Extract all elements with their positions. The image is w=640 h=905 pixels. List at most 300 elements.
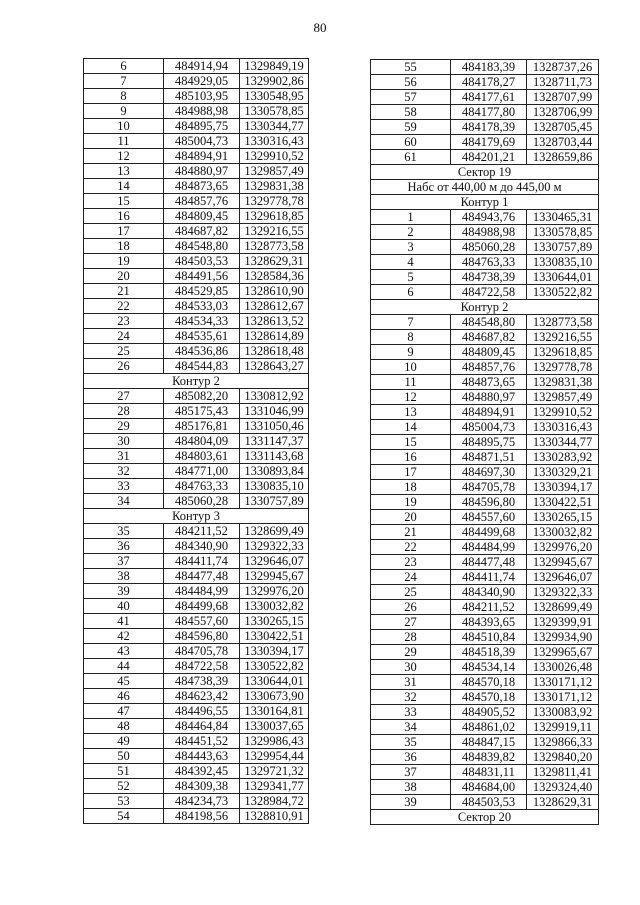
- table-row: [84, 59, 309, 74]
- point-number-cell: 31: [84, 449, 164, 464]
- point-number-cell: 47: [84, 704, 164, 719]
- point-number-cell: 61: [371, 150, 451, 165]
- x-coordinate-cell: 484687,82: [451, 330, 527, 345]
- point-number-cell: 8: [371, 330, 451, 345]
- y-coordinate-cell: 1331143,68: [240, 449, 309, 464]
- point-number-cell: 26: [371, 600, 451, 615]
- table-row: [84, 134, 309, 149]
- point-number-cell: 16: [84, 209, 164, 224]
- x-coordinate-cell: 484491,56: [164, 269, 240, 284]
- table-row: [84, 524, 309, 539]
- point-number-cell: 15: [84, 194, 164, 209]
- table-row: [84, 674, 309, 689]
- table-row: [371, 750, 599, 765]
- contour-header: Контур 2: [371, 300, 599, 315]
- y-coordinate-cell: 1330835,10: [527, 255, 599, 270]
- table-row: [371, 630, 599, 645]
- point-number-cell: 52: [84, 779, 164, 794]
- y-coordinate-cell: 1330757,89: [527, 240, 599, 255]
- table-row: [84, 719, 309, 734]
- y-coordinate-cell: 1328699,49: [240, 524, 309, 539]
- x-coordinate-cell: 485004,73: [164, 134, 240, 149]
- table-row: [84, 554, 309, 569]
- table-row: [84, 749, 309, 764]
- y-coordinate-cell: 1330422,51: [527, 495, 599, 510]
- y-coordinate-cell: 1329216,55: [240, 224, 309, 239]
- x-coordinate-cell: 485176,81: [164, 419, 240, 434]
- x-coordinate-cell: 485103,95: [164, 89, 240, 104]
- point-number-cell: 44: [84, 659, 164, 674]
- point-number-cell: 2: [371, 225, 451, 240]
- x-coordinate-cell: 484809,45: [451, 345, 527, 360]
- table-row: [371, 375, 599, 390]
- table-row: [371, 285, 599, 300]
- point-number-cell: 19: [371, 495, 451, 510]
- x-coordinate-cell: 484763,33: [451, 255, 527, 270]
- x-coordinate-cell: 484839,82: [451, 750, 527, 765]
- x-coordinate-cell: 484873,65: [451, 375, 527, 390]
- point-number-cell: 29: [84, 419, 164, 434]
- y-coordinate-cell: 1330344,77: [240, 119, 309, 134]
- table-row: [84, 614, 309, 629]
- y-coordinate-cell: 1329840,20: [527, 750, 599, 765]
- table-row: [84, 329, 309, 344]
- point-number-cell: 6: [371, 285, 451, 300]
- y-coordinate-cell: 1328613,52: [240, 314, 309, 329]
- x-coordinate-cell: 484857,76: [451, 360, 527, 375]
- x-coordinate-cell: 484496,55: [164, 704, 240, 719]
- y-coordinate-cell: 1329976,20: [240, 584, 309, 599]
- y-coordinate-cell: 1330316,43: [240, 134, 309, 149]
- x-coordinate-cell: 484722,58: [451, 285, 527, 300]
- table-row: [84, 254, 309, 269]
- table-row: [371, 585, 599, 600]
- x-coordinate-cell: 485060,28: [451, 240, 527, 255]
- x-coordinate-cell: 484477,48: [164, 569, 240, 584]
- point-number-cell: 53: [84, 794, 164, 809]
- table-row: [371, 720, 599, 735]
- table-row: [371, 765, 599, 780]
- point-number-cell: 10: [371, 360, 451, 375]
- x-coordinate-cell: 484929,05: [164, 74, 240, 89]
- x-coordinate-cell: 484548,80: [451, 315, 527, 330]
- y-coordinate-cell: 1328584,36: [240, 269, 309, 284]
- table-row: [84, 389, 309, 404]
- x-coordinate-cell: 484340,90: [164, 539, 240, 554]
- table-row: [371, 330, 599, 345]
- x-coordinate-cell: 484211,52: [451, 600, 527, 615]
- point-number-cell: 37: [84, 554, 164, 569]
- table-row: [84, 299, 309, 314]
- point-number-cell: 36: [371, 750, 451, 765]
- y-coordinate-cell: 1330171,12: [527, 675, 599, 690]
- x-coordinate-cell: 484548,80: [164, 239, 240, 254]
- point-number-cell: 28: [371, 630, 451, 645]
- point-number-cell: 40: [84, 599, 164, 614]
- table-row: [84, 209, 309, 224]
- point-number-cell: 4: [371, 255, 451, 270]
- y-coordinate-cell: 1329721,32: [240, 764, 309, 779]
- x-coordinate-cell: 484557,60: [451, 510, 527, 525]
- table-row: [84, 269, 309, 284]
- x-coordinate-cell: 484533,03: [164, 299, 240, 314]
- table-row: [371, 645, 599, 660]
- table-row: [371, 270, 599, 285]
- y-coordinate-cell: 1331046,99: [240, 404, 309, 419]
- point-number-cell: 14: [371, 420, 451, 435]
- sector-label: Сектор 20: [371, 810, 599, 825]
- point-number-cell: 7: [371, 315, 451, 330]
- x-coordinate-cell: 484503,53: [451, 795, 527, 810]
- y-coordinate-cell: 1329965,67: [527, 645, 599, 660]
- x-coordinate-cell: 484464,84: [164, 719, 240, 734]
- y-coordinate-cell: 1328711,73: [527, 75, 599, 90]
- table-row: [84, 344, 309, 359]
- y-coordinate-cell: 1330316,43: [527, 420, 599, 435]
- x-coordinate-cell: 484443,63: [164, 749, 240, 764]
- x-coordinate-cell: 484570,18: [451, 690, 527, 705]
- x-coordinate-cell: 484943,76: [451, 210, 527, 225]
- point-number-cell: 13: [371, 405, 451, 420]
- table-row: [371, 420, 599, 435]
- point-number-cell: 17: [84, 224, 164, 239]
- table-row: [371, 660, 599, 675]
- table-row: [371, 600, 599, 615]
- page-number: 80: [313, 20, 327, 35]
- point-number-cell: 57: [371, 90, 451, 105]
- x-coordinate-cell: 484484,99: [451, 540, 527, 555]
- sector-label-row: [371, 180, 599, 195]
- table-row: [371, 465, 599, 480]
- table-row: [371, 780, 599, 795]
- point-number-cell: 11: [84, 134, 164, 149]
- y-coordinate-cell: 1329945,67: [527, 555, 599, 570]
- table-row: [371, 105, 599, 120]
- x-coordinate-cell: 484697,30: [451, 465, 527, 480]
- contour-header-row: [371, 300, 599, 315]
- point-number-cell: 5: [371, 270, 451, 285]
- x-coordinate-cell: 484201,21: [451, 150, 527, 165]
- point-number-cell: 18: [371, 480, 451, 495]
- table-row: [371, 510, 599, 525]
- x-coordinate-cell: 484880,97: [164, 164, 240, 179]
- point-number-cell: 31: [371, 675, 451, 690]
- x-coordinate-cell: 484596,80: [451, 495, 527, 510]
- table-row: [84, 179, 309, 194]
- x-coordinate-cell: 484234,73: [164, 794, 240, 809]
- point-number-cell: 24: [84, 329, 164, 344]
- table-row: [371, 210, 599, 225]
- x-coordinate-cell: 484831,11: [451, 765, 527, 780]
- contour-header-row: [371, 195, 599, 210]
- point-number-cell: 12: [84, 149, 164, 164]
- y-coordinate-cell: 1328610,90: [240, 284, 309, 299]
- x-coordinate-cell: 484988,98: [451, 225, 527, 240]
- y-coordinate-cell: 1330644,01: [527, 270, 599, 285]
- point-number-cell: 33: [371, 705, 451, 720]
- y-coordinate-cell: 1328810,91: [240, 809, 309, 824]
- table-row: [371, 480, 599, 495]
- table-row: [84, 89, 309, 104]
- y-coordinate-cell: 1330037,65: [240, 719, 309, 734]
- x-coordinate-cell: 484178,27: [451, 75, 527, 90]
- point-number-cell: 60: [371, 135, 451, 150]
- table-row: [84, 224, 309, 239]
- table-row: [371, 435, 599, 450]
- point-number-cell: 1: [371, 210, 451, 225]
- x-coordinate-cell: 484536,86: [164, 344, 240, 359]
- table-row: [84, 689, 309, 704]
- point-number-cell: 27: [84, 389, 164, 404]
- point-number-cell: 46: [84, 689, 164, 704]
- point-number-cell: 21: [84, 284, 164, 299]
- point-number-cell: 51: [84, 764, 164, 779]
- point-number-cell: 38: [84, 569, 164, 584]
- x-coordinate-cell: 484484,99: [164, 584, 240, 599]
- x-coordinate-cell: 484803,61: [164, 449, 240, 464]
- table-row: [371, 135, 599, 150]
- table-row: [371, 75, 599, 90]
- x-coordinate-cell: 484873,65: [164, 179, 240, 194]
- table-row: [84, 434, 309, 449]
- y-coordinate-cell: 1330026,48: [527, 660, 599, 675]
- sector-label-row: [371, 165, 599, 180]
- y-coordinate-cell: 1329811,41: [527, 765, 599, 780]
- x-coordinate-cell: 484763,33: [164, 479, 240, 494]
- table-row: [84, 149, 309, 164]
- table-row: [84, 449, 309, 464]
- point-number-cell: 12: [371, 390, 451, 405]
- point-number-cell: 25: [84, 344, 164, 359]
- y-coordinate-cell: 1330835,10: [240, 479, 309, 494]
- point-number-cell: 39: [371, 795, 451, 810]
- point-number-cell: 54: [84, 809, 164, 824]
- table-row: [371, 225, 599, 240]
- x-coordinate-cell: 484177,80: [451, 105, 527, 120]
- y-coordinate-cell: 1330673,90: [240, 689, 309, 704]
- y-coordinate-cell: 1329976,20: [527, 540, 599, 555]
- x-coordinate-cell: 484895,75: [164, 119, 240, 134]
- y-coordinate-cell: 1329910,52: [527, 405, 599, 420]
- y-coordinate-cell: 1329910,52: [240, 149, 309, 164]
- x-coordinate-cell: 484847,15: [451, 735, 527, 750]
- y-coordinate-cell: 1329322,33: [240, 539, 309, 554]
- x-coordinate-cell: 484895,75: [451, 435, 527, 450]
- sector-label: Набс от 440,00 м до 445,00 м: [371, 180, 599, 195]
- y-coordinate-cell: 1330812,92: [240, 389, 309, 404]
- x-coordinate-cell: 485082,20: [164, 389, 240, 404]
- point-number-cell: 20: [371, 510, 451, 525]
- point-number-cell: 59: [371, 120, 451, 135]
- table-row: [84, 164, 309, 179]
- y-coordinate-cell: 1328773,58: [240, 239, 309, 254]
- point-number-cell: 22: [84, 299, 164, 314]
- point-number-cell: 21: [371, 525, 451, 540]
- table-row: [84, 404, 309, 419]
- y-coordinate-cell: 1330329,21: [527, 465, 599, 480]
- y-coordinate-cell: 1329216,55: [527, 330, 599, 345]
- x-coordinate-cell: 484857,76: [164, 194, 240, 209]
- y-coordinate-cell: 1329341,77: [240, 779, 309, 794]
- point-number-cell: 13: [84, 164, 164, 179]
- table-row: [371, 540, 599, 555]
- table-row: [371, 690, 599, 705]
- point-number-cell: 41: [84, 614, 164, 629]
- x-coordinate-cell: 484738,39: [164, 674, 240, 689]
- table-row: [84, 764, 309, 779]
- point-number-cell: 58: [371, 105, 451, 120]
- x-coordinate-cell: 484534,14: [451, 660, 527, 675]
- point-number-cell: 8: [84, 89, 164, 104]
- table-row: [371, 360, 599, 375]
- x-coordinate-cell: 484871,51: [451, 450, 527, 465]
- x-coordinate-cell: 484557,60: [164, 614, 240, 629]
- y-coordinate-cell: 1329954,44: [240, 749, 309, 764]
- point-number-cell: 56: [371, 75, 451, 90]
- point-number-cell: 23: [371, 555, 451, 570]
- point-number-cell: 25: [371, 585, 451, 600]
- table-row: [84, 314, 309, 329]
- y-coordinate-cell: 1329324,40: [527, 780, 599, 795]
- y-coordinate-cell: 1330394,17: [240, 644, 309, 659]
- table-row: [84, 704, 309, 719]
- x-coordinate-cell: 484684,00: [451, 780, 527, 795]
- table-row: [371, 705, 599, 720]
- table-row: [84, 569, 309, 584]
- point-number-cell: 26: [84, 359, 164, 374]
- point-number-cell: 28: [84, 404, 164, 419]
- table-row: [371, 150, 599, 165]
- point-number-cell: 11: [371, 375, 451, 390]
- x-coordinate-cell: 484198,56: [164, 809, 240, 824]
- point-number-cell: 49: [84, 734, 164, 749]
- y-coordinate-cell: 1328629,31: [527, 795, 599, 810]
- contour-header-row: [84, 374, 309, 389]
- point-number-cell: 9: [371, 345, 451, 360]
- table-row: [84, 734, 309, 749]
- x-coordinate-cell: 484183,39: [451, 60, 527, 75]
- point-number-cell: 35: [84, 524, 164, 539]
- table-row: [371, 315, 599, 330]
- x-coordinate-cell: 485175,43: [164, 404, 240, 419]
- table-row: [84, 359, 309, 374]
- table-row: [84, 629, 309, 644]
- y-coordinate-cell: 1329857,49: [527, 390, 599, 405]
- table-row: [371, 570, 599, 585]
- x-coordinate-cell: 484411,74: [164, 554, 240, 569]
- y-coordinate-cell: 1329618,85: [527, 345, 599, 360]
- point-number-cell: 6: [84, 59, 164, 74]
- x-coordinate-cell: 484894,91: [164, 149, 240, 164]
- x-coordinate-cell: 484705,78: [451, 480, 527, 495]
- contour-header: Контур 1: [371, 195, 599, 210]
- y-coordinate-cell: 1330032,82: [240, 599, 309, 614]
- y-coordinate-cell: 1328707,99: [527, 90, 599, 105]
- table-row: [371, 90, 599, 105]
- y-coordinate-cell: 1330522,82: [240, 659, 309, 674]
- table-row: [84, 809, 309, 824]
- point-number-cell: 3: [371, 240, 451, 255]
- y-coordinate-cell: 1329866,33: [527, 735, 599, 750]
- table-row: [84, 539, 309, 554]
- x-coordinate-cell: 484738,39: [451, 270, 527, 285]
- y-coordinate-cell: 1328629,31: [240, 254, 309, 269]
- left-coordinates-table: [83, 58, 309, 824]
- x-coordinate-cell: 484211,52: [164, 524, 240, 539]
- table-row: [84, 239, 309, 254]
- x-coordinate-cell: 484988,98: [164, 104, 240, 119]
- table-row: [371, 345, 599, 360]
- table-row: [371, 615, 599, 630]
- y-coordinate-cell: 1330283,92: [527, 450, 599, 465]
- y-coordinate-cell: 1331050,46: [240, 419, 309, 434]
- table-row: [84, 644, 309, 659]
- y-coordinate-cell: 1330548,95: [240, 89, 309, 104]
- sector-label-row: [371, 810, 599, 825]
- table-row: [84, 194, 309, 209]
- x-coordinate-cell: 484392,45: [164, 764, 240, 779]
- table-row: [371, 795, 599, 810]
- x-coordinate-cell: 484880,97: [451, 390, 527, 405]
- x-coordinate-cell: 484544,83: [164, 359, 240, 374]
- y-coordinate-cell: 1329618,85: [240, 209, 309, 224]
- point-number-cell: 39: [84, 584, 164, 599]
- y-coordinate-cell: 1330422,51: [240, 629, 309, 644]
- point-number-cell: 35: [371, 735, 451, 750]
- x-coordinate-cell: 484534,33: [164, 314, 240, 329]
- x-coordinate-cell: 484529,85: [164, 284, 240, 299]
- table-row: [84, 74, 309, 89]
- x-coordinate-cell: 485004,73: [451, 420, 527, 435]
- table-row: [371, 60, 599, 75]
- x-coordinate-cell: 484687,82: [164, 224, 240, 239]
- table-row: [371, 405, 599, 420]
- x-coordinate-cell: 484179,69: [451, 135, 527, 150]
- table-row: [371, 240, 599, 255]
- table-row: [84, 419, 309, 434]
- x-coordinate-cell: 484535,61: [164, 329, 240, 344]
- y-coordinate-cell: 1330171,12: [527, 690, 599, 705]
- point-number-cell: 32: [371, 690, 451, 705]
- point-number-cell: 36: [84, 539, 164, 554]
- table-row: [84, 779, 309, 794]
- y-coordinate-cell: 1330265,15: [240, 614, 309, 629]
- point-number-cell: 34: [84, 494, 164, 509]
- x-coordinate-cell: 484499,68: [451, 525, 527, 540]
- table-row: [84, 794, 309, 809]
- y-coordinate-cell: 1329945,67: [240, 569, 309, 584]
- x-coordinate-cell: 484340,90: [451, 585, 527, 600]
- point-number-cell: 34: [371, 720, 451, 735]
- x-coordinate-cell: 484510,84: [451, 630, 527, 645]
- x-coordinate-cell: 484393,65: [451, 615, 527, 630]
- y-coordinate-cell: 1330344,77: [527, 435, 599, 450]
- x-coordinate-cell: 484722,58: [164, 659, 240, 674]
- y-coordinate-cell: 1328737,26: [527, 60, 599, 75]
- x-coordinate-cell: 484177,61: [451, 90, 527, 105]
- x-coordinate-cell: 484596,80: [164, 629, 240, 644]
- point-number-cell: 14: [84, 179, 164, 194]
- y-coordinate-cell: 1330578,85: [527, 225, 599, 240]
- y-coordinate-cell: 1328773,58: [527, 315, 599, 330]
- point-number-cell: 15: [371, 435, 451, 450]
- table-row: [84, 599, 309, 614]
- x-coordinate-cell: 484905,52: [451, 705, 527, 720]
- y-coordinate-cell: 1328703,44: [527, 135, 599, 150]
- point-number-cell: 30: [371, 660, 451, 675]
- point-number-cell: 50: [84, 749, 164, 764]
- y-coordinate-cell: 1329857,49: [240, 164, 309, 179]
